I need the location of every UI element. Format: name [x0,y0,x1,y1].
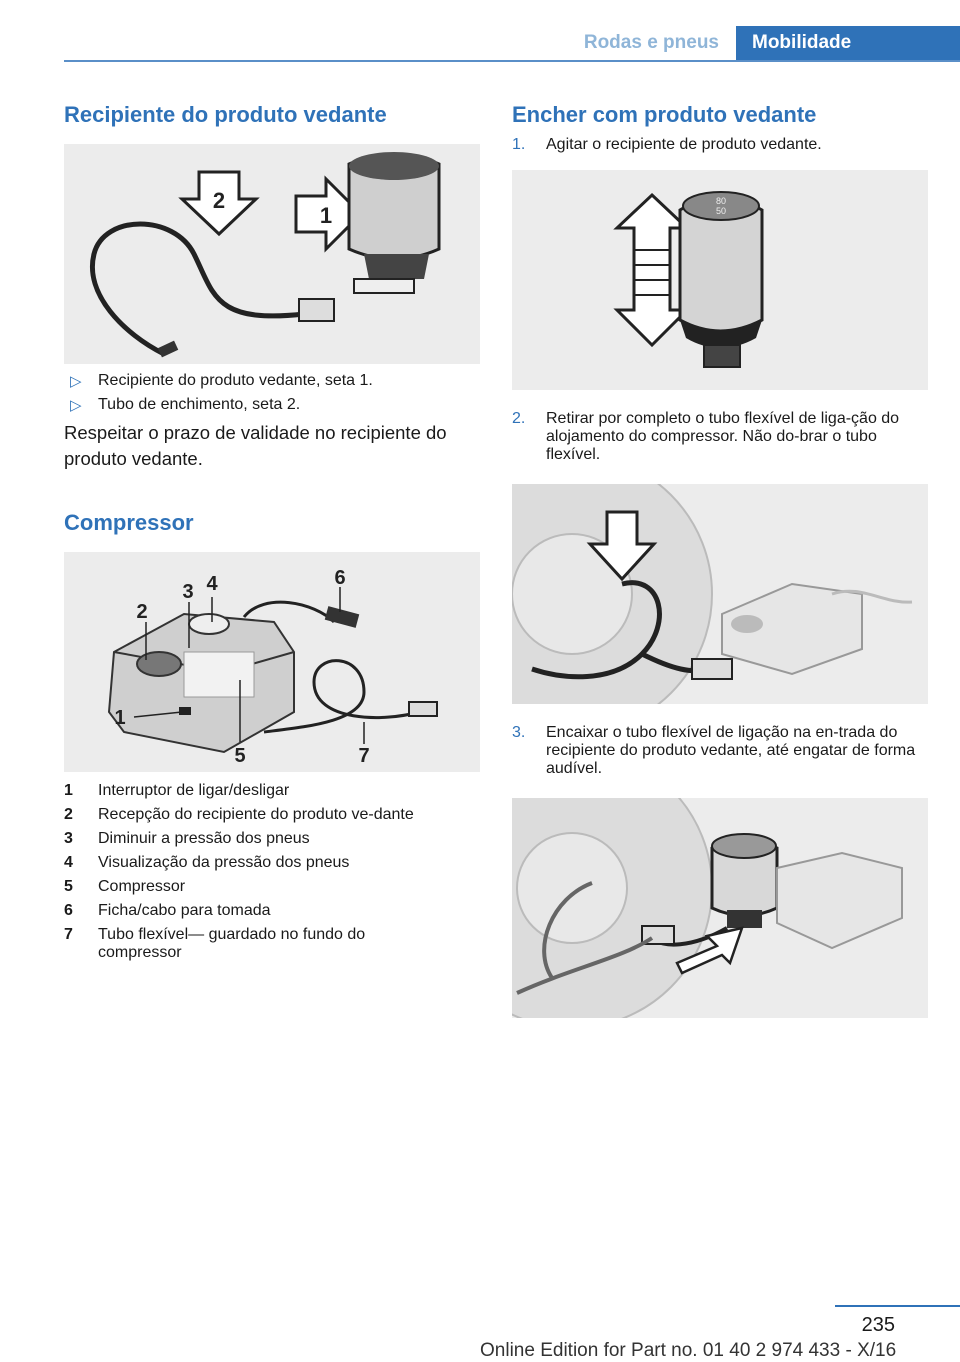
callout-6: 6 [334,567,346,589]
remove-hose-illustration [512,484,928,704]
parts-list-item [64,854,480,872]
bullet-item [64,372,480,390]
parts-list [64,782,480,962]
callout-1: 1 [114,707,126,729]
figure-connect-hose [512,798,928,1018]
power-switch [179,707,191,715]
header-section-tab[interactable]: Rodas e pneus [583,32,719,53]
wheel-hub [517,833,627,943]
callout-3: 3 [182,581,194,603]
cap-text-50: 50 [715,206,727,216]
part-text: Diminuir a pressão dos pneus [98,830,310,847]
triangle-bullet-icon: ▷ [70,397,82,414]
part-number: 4 [64,854,73,871]
part-number: 1 [64,782,73,799]
callout-2: 2 [136,601,148,623]
header-chapter-tab[interactable]: Mobilidade [736,26,960,60]
container-receptacle [137,652,181,676]
left-column [64,100,480,968]
callout-4: 4 [206,573,218,595]
compressor-illustration [64,552,480,772]
shake-arrow-icon [617,195,687,345]
figure-shake-container [512,170,928,390]
step-text: Encaixar o tubo flexível de ligação na en‐trada do recipiente do produto vedante, até engatar de forma audível. [546,724,916,777]
right-column [512,100,928,1018]
hose-connector [692,659,732,679]
step-number: 1. [512,136,526,153]
step-text: Retirar por completo o tubo flexível de liga‐ção do alojamento do compressor. Não do‐brar o tubo flexível. [546,410,900,463]
validity-note: Respeitar o prazo de validade no recipiente do produto vedante. [64,422,447,469]
part-text: Tubo flexível— guardado no fundo do compressor [98,926,366,961]
part-number: 5 [64,878,73,895]
hose-connector [409,702,437,716]
pressure-gauge [189,614,229,634]
shake-container-illustration [512,170,928,390]
sealant-container-illustration [64,144,480,364]
hose-connector [299,299,334,321]
container-valve [354,279,414,293]
parts-list-item [64,878,480,896]
part-text: Ficha/cabo para tomada [98,902,271,919]
figure-sealant-container [64,144,480,364]
callout-7: 7 [358,745,370,767]
parts-list-item [64,926,480,962]
container-base [364,254,429,279]
hose-end [158,341,179,358]
header-rule [64,60,960,62]
bullet-text: Recipiente do produto vedante, seta 1. [98,372,373,389]
part-text: Recepção do recipiente do produto ve‐dante [98,806,414,823]
container-receptacle [731,615,763,633]
container-valve [704,345,740,367]
triangle-bullet-icon: ▷ [70,373,82,390]
part-number: 6 [64,902,73,919]
part-number: 7 [64,926,73,943]
page-number: 235 [861,1314,895,1336]
section-title-fill-sealant: Encher com produto vedante [512,102,817,127]
container-valve [727,910,762,928]
arrow-label-1: 1 [319,203,333,228]
step-item [512,724,928,778]
parts-list-item [64,830,480,848]
parts-list-item [64,806,480,824]
parts-list-item [64,902,480,920]
power-cable [244,602,334,622]
edition-footer: Online Edition for Part no. 01 40 2 974 433 - X/16 [480,1340,897,1361]
callout-5: 5 [234,745,246,767]
bullet-item [64,396,480,414]
part-text: Compressor [98,878,186,895]
bullet-text: Tubo de enchimento, seta 2. [98,396,301,413]
section-title-sealant-container: Recipiente do produto vedante [64,102,387,127]
parts-list-item [64,782,480,800]
figure-compressor [64,552,480,772]
part-number: 2 [64,806,73,823]
container-cap [712,834,776,858]
hose-path [92,224,324,354]
power-plug [325,606,360,628]
step-text: Agitar o recipiente de produto vedante. [546,136,822,153]
figure-remove-hose [512,484,928,704]
step-number: 3. [512,724,526,741]
step-item [512,410,928,464]
connect-hose-illustration [512,798,928,1018]
part-number: 3 [64,830,73,847]
section-title-compressor: Compressor [64,510,194,535]
container-cap [349,152,439,180]
step-number: 2. [512,410,526,427]
arrow-label-2: 2 [212,188,226,213]
part-text: Visualização da pressão dos pneus [98,854,350,871]
top-panel [184,652,254,697]
part-text: Interruptor de ligar/desligar [98,782,290,799]
compressor-body [777,853,902,948]
cap-text-80: 80 [715,196,727,206]
footer-rule [835,1305,960,1307]
step-item [512,136,928,154]
